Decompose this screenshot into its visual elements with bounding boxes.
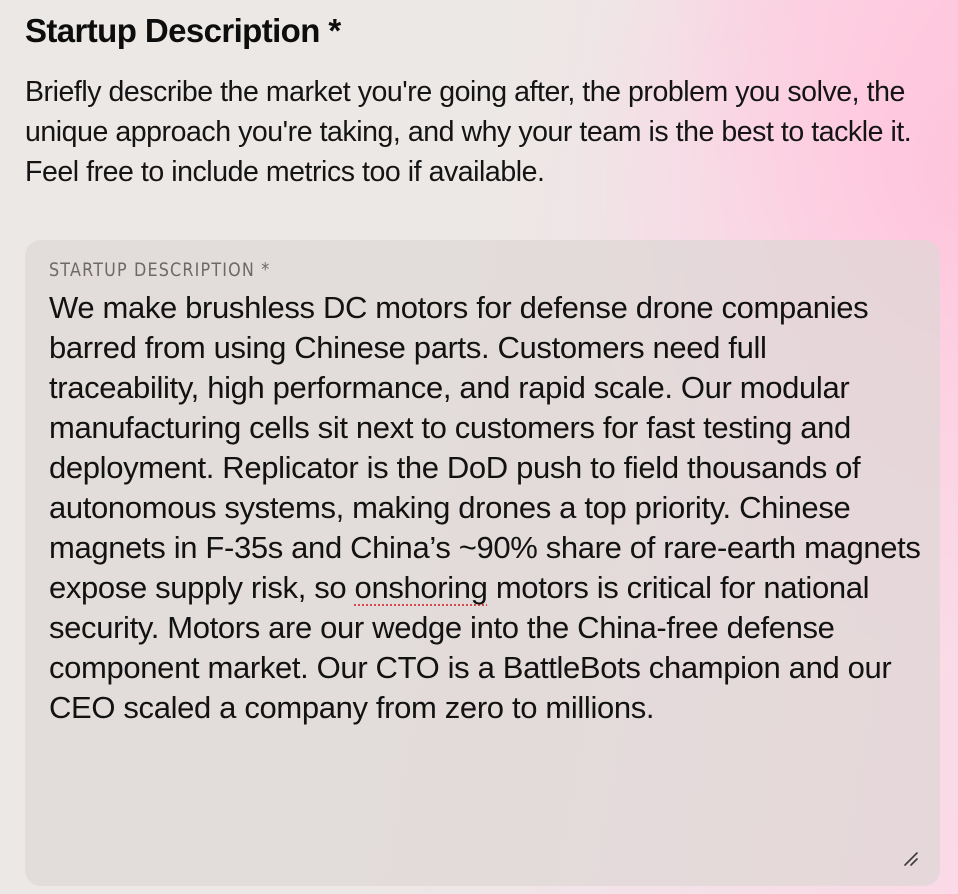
field-label: STARTUP DESCRIPTION *	[49, 259, 271, 281]
startup-description-textarea[interactable]	[49, 288, 929, 848]
text-before-misspelling: We make brushless DC motors for defense drone companies barred from using Chinese parts. Customers need full traceability, high performance, and rapid scale. Our modular manufacturing cells sit next to customers for fast testing and deployment. Replicator is the DoD push to field thousands of autonomous systems, making drones a top priority. Chinese magnets in F-35s and China’s ~90% share of rare-earth magnets expose supply risk, so	[49, 290, 929, 605]
resize-grip-svg	[902, 850, 918, 866]
startup-description-field[interactable]	[25, 240, 940, 886]
misspelled-word: onshoring	[354, 570, 488, 605]
helper-text: Briefly describe the market you're going after, the problem you solve, the unique approach you're taking, and why your team is the best to tackle it. Feel free to include metrics too if available.	[25, 76, 912, 188]
section-title: Startup Description *	[25, 12, 341, 49]
text-after-misspelling: motors is critical for national security. Motors are our wedge into the China-free defense component market. Our CTO is a BattleBots champion and our CEO scaled a company from zero to millions.	[49, 570, 900, 725]
resize-grip-icon[interactable]	[902, 850, 918, 866]
